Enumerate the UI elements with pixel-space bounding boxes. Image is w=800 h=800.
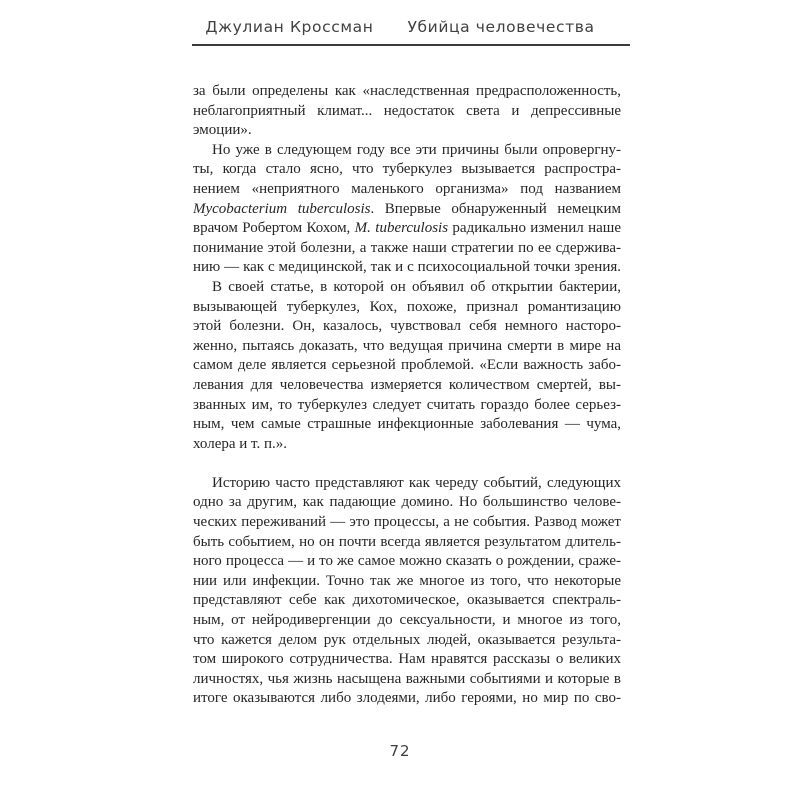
text-line: врачом Робертом Кохом, M. tuberculosis радикально изменил наше [193,220,621,237]
text-line: итоге оказываются либо злодеями, либо героями, но мир по сво- [193,690,621,707]
running-head-author: Джулиан Кроссман [205,18,374,36]
running-head-title: Убийца человечества [407,18,595,36]
text-line: Но уже в следующем году все эти причины были опровергну- [212,141,621,158]
page-number: 72 [389,742,411,760]
text-line: одно за другим, как падающие домино. Но большинство челове- [193,494,621,511]
text-line: понимание этой болезни, а также наши стратегии по ее сдержива- [193,239,621,256]
text-line: за были определены как «наследственная предрасположенность, [193,83,621,99]
text-line: быть событием, но он почти всегда является результатом длитель- [193,533,621,550]
text-line: вызывающей туберкулез, Кох, похоже, признал романтизацию [193,298,621,315]
text-line: том широкого сотрудничества. Нам нравятся рассказы о великих [193,651,621,668]
text-column [193,82,621,709]
text-line: неблагоприятный климат... недостаток света и депрессивные [193,102,621,119]
text-line: В своей статье, в которой он объявил об открытии бактерии, [212,278,621,295]
text-line: холера и т. п.». [193,435,288,452]
text-line: ты, когда стало ясно, что туберкулез вызывается распростра- [193,161,621,178]
text-line: этой болезни. Он, казалось, чувствовал себя немного насторо- [193,318,621,335]
text-line: ным, чем самые страшные инфекционные заболевания — чума, [193,416,621,433]
header-rule [192,44,630,46]
text-line: что кажется делом рук отдельных людей, оказывается результа- [193,631,621,648]
text-line: ным, от нейродивергенции до сексуальности, и многое из того, [193,612,621,629]
text-line: левания для человечества измеряется количеством смертей, вы- [193,376,621,393]
running-head [0,18,800,36]
text-line: личностях, чья жизнь насыщена важными событиями и которые в [193,670,621,687]
text-line: женно, пытаясь доказать, что ведущая причина смерти в мире на [193,337,621,354]
text-line: представляют себе как дихотомическое, оказывается спектраль- [193,592,621,609]
text-line: Mycobacterium tuberculosis. Впервые обнаруженный немецким [193,200,621,217]
paragraph [193,141,621,278]
text-line: нии или инфекции. Точно так же многое из того, что некоторые [193,572,621,589]
text-line: нию — как с медицинской, так и с психосоциальной точки зрения. [193,259,621,276]
text-line: Историю часто представляют как череду событий, следующих [212,474,621,491]
paragraph [193,278,621,454]
text-line: ческих переживаний — это процессы, а не события. Развод может [193,514,621,531]
text-line: эмоции». [193,122,252,139]
paragraph [193,474,621,709]
text-line: нением «неприятного маленького организма» под названием [193,180,621,197]
paragraph [193,82,621,141]
text-line: званных им, то туберкулез следует считать гораздо более серьез- [193,396,621,413]
text-line: самом деле является серьезной проблемой. «Если важность забо- [193,357,621,374]
text-line: ного процесса — и то же самое можно сказать о рождении, сраже- [193,553,621,570]
